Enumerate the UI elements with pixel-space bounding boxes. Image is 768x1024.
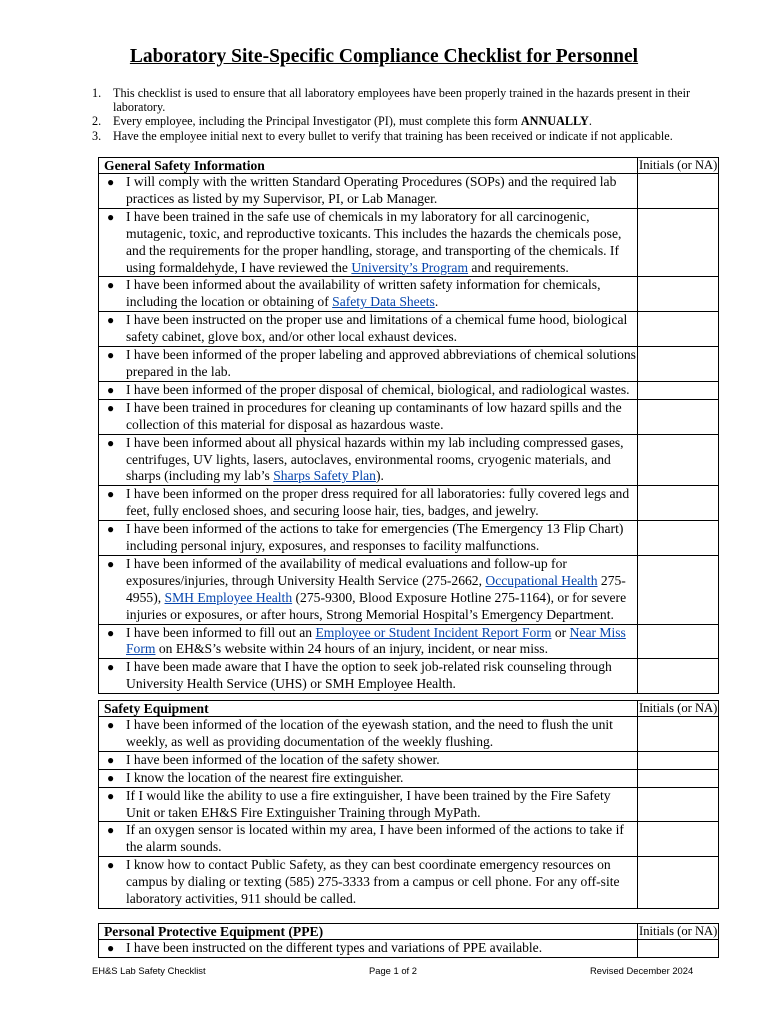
initials-column-header: Initials (or NA) — [639, 158, 718, 172]
item-text: I will comply with the written Standard Operating Procedures (SOPs) and the required lab practices as listed by my Supervisor, PI, or Lab Manager. — [126, 174, 617, 206]
item-text: . — [434, 294, 439, 310]
section-heading: Personal Protective Equipment (PPE) — [99, 924, 638, 940]
item-text: on EH&S’s website within 24 hours of an injury, incident, or near miss. — [155, 641, 549, 657]
link[interactable]: Near Miss Form — [126, 624, 626, 657]
section-heading: General Safety Information — [99, 158, 638, 174]
bullet-icon: ● — [107, 175, 115, 189]
link[interactable]: Safety Data Sheets — [332, 294, 435, 310]
footer-page-number: Page 1 of 2 — [369, 965, 417, 976]
ppe-table — [98, 923, 719, 958]
item-text: (275-9300, Blood Exposure Hotline 275-1164), or for severe injuries or exposures, or after hours, Strong Memorial Hospital’s Emergency Department. — [126, 589, 627, 622]
section-heading: Safety Equipment — [99, 701, 638, 717]
instruction-number: 1. — [92, 86, 102, 100]
initials-field[interactable] — [638, 555, 719, 624]
initials-field[interactable] — [638, 174, 719, 209]
checklist-item — [99, 521, 638, 556]
checklist-row — [99, 208, 719, 277]
item-text: ). — [375, 468, 384, 484]
item-text: I have been informed of the availability of medical evaluations and follow-up for exposures/injuries, through University Health Service (275-2662, — [126, 555, 567, 588]
instructions-list — [92, 86, 722, 143]
link[interactable]: Occupational Health — [485, 572, 598, 588]
item-text: I have been informed about all physical hazards within my lab including compressed gases, centrifuges, UV lights, lasers, autoclaves, environmental rooms, cryogenic materials, and sharps (including my lab’s — [126, 434, 624, 484]
instruction-item — [92, 86, 722, 114]
item-text: I have been informed of the location of the safety shower. — [126, 751, 440, 767]
item-text: and requirements. — [468, 259, 569, 275]
initials-field[interactable] — [638, 822, 719, 857]
bullet-icon: ● — [107, 858, 115, 873]
initials-field[interactable] — [638, 659, 719, 694]
checklist-item — [99, 434, 638, 486]
bullet-icon: ● — [107, 718, 115, 732]
item-text: I have been informed on the proper dress required for all laboratories: fully covered legs and feet, fully enclosed shoes, and securing loose hair, ties, badges, and jewelry. — [126, 486, 630, 519]
initials-field[interactable] — [638, 208, 719, 277]
item-text: If an oxygen sensor is located within my area, I have been informed of the actions to take if the alarm sounds. — [126, 822, 624, 855]
checklist-row — [99, 555, 719, 624]
checklist-item — [99, 381, 638, 399]
item-text: I know how to contact Public Safety, as they can best coordinate emergency resources on campus by dialing or texting (585) 275-3333 from a campus or cell phone. For any off-site laboratory activities, 911 should be called. — [126, 857, 620, 907]
checklist-row — [99, 624, 719, 659]
section-header-row — [99, 158, 719, 174]
checklist-row — [99, 347, 719, 382]
instruction-number: 3. — [92, 128, 102, 143]
initials-field[interactable] — [638, 434, 719, 486]
initials-field[interactable] — [638, 381, 719, 399]
checklist-row — [99, 659, 719, 694]
initials-field[interactable] — [638, 312, 719, 347]
initials-field[interactable] — [638, 521, 719, 556]
bullet-icon: ● — [107, 209, 115, 224]
initials-column-header: Initials (or NA) — [639, 701, 718, 715]
item-text: I have been made aware that I have the option to seek job-related risk counseling through University Health Service (UHS) or SMH Employee Health. — [126, 659, 612, 692]
checklist-item — [99, 717, 638, 752]
checklist-row — [99, 434, 719, 486]
item-text: I have been informed to fill out an — [126, 624, 316, 640]
bullet-icon: ● — [107, 770, 115, 785]
general-safety-table — [98, 157, 719, 694]
initials-field[interactable] — [638, 751, 719, 769]
checklist-row — [99, 822, 719, 857]
instruction-text-end: . — [588, 114, 592, 129]
bullet-icon: ● — [107, 660, 115, 675]
bullet-icon: ● — [107, 522, 115, 537]
checklist-item — [99, 347, 638, 382]
initials-field[interactable] — [638, 399, 719, 434]
checklist-item — [99, 769, 638, 787]
checklist-row — [99, 174, 719, 209]
link[interactable]: University’s Program — [351, 259, 469, 275]
bullet-icon: ● — [107, 435, 115, 450]
initials-field[interactable] — [638, 857, 719, 909]
bullet-icon: ● — [107, 278, 115, 293]
instruction-text: This checklist is used to ensure that all laboratory employees have been properly trained in the hazards present in their laboratory. — [113, 86, 691, 115]
safety-equipment-table — [98, 700, 719, 909]
checklist-item — [99, 208, 638, 277]
checklist-row — [99, 521, 719, 556]
bullet-icon: ● — [107, 556, 115, 571]
checklist-row — [99, 940, 719, 958]
checklist-item — [99, 659, 638, 694]
initials-field[interactable] — [638, 769, 719, 787]
footer-document-name: EH&S Lab Safety Checklist — [92, 965, 206, 976]
item-text: I have been informed of the actions to take for emergencies (The Emergency 13 Flip Chart) including personal injury, exposures, and responses to facility malfunctions. — [126, 521, 624, 554]
bullet-icon: ● — [107, 348, 115, 363]
instruction-item — [92, 129, 722, 143]
instruction-item — [92, 114, 722, 128]
checklist-item — [99, 312, 638, 347]
bullet-icon: ● — [107, 487, 115, 502]
footer-revision-date: Revised December 2024 — [590, 965, 694, 976]
page-title: Laboratory Site-Specific Compliance Checklist for Personnel — [129, 46, 639, 67]
checklist-item — [99, 277, 638, 312]
bullet-icon: ● — [107, 625, 115, 640]
checklist-row — [99, 717, 719, 752]
item-text: 275-4955), — [126, 572, 626, 605]
checklist-row — [99, 312, 719, 347]
link[interactable]: SMH Employee Health — [164, 589, 293, 605]
checklist-row — [99, 769, 719, 787]
checklist-item — [99, 624, 638, 659]
checklist-row — [99, 751, 719, 769]
bullet-icon: ● — [107, 752, 115, 767]
link[interactable]: Employee or Student Incident Report Form — [315, 624, 552, 640]
instruction-emphasis: ANNUALLY — [520, 114, 589, 129]
bullet-icon: ● — [107, 313, 115, 328]
checklist-item — [99, 857, 638, 909]
checklist-item — [99, 486, 638, 521]
checklist-item — [99, 822, 638, 857]
item-text: or — [551, 624, 570, 640]
instruction-text: Every employee, including the Principal Investigator (PI), must complete this form — [113, 114, 521, 129]
item-text: I have been informed of the location of the eyewash station, and the need to flush the unit weekly, as well as providing documentation of the weekly flushing. — [126, 717, 613, 749]
item-text: I have been trained in the safe use of chemicals in my laboratory for all carcinogenic, mutagenic, toxic, and reproductive toxicants. This includes the hazards the chemicals pose, and the requirements for the proper handling, storage, and transporting of the chemicals. If using formaldehyde, I have reviewed the — [126, 208, 622, 275]
initials-field[interactable] — [638, 624, 719, 659]
bullet-icon: ● — [107, 400, 115, 415]
checklist-item — [99, 787, 638, 822]
checklist-row — [99, 486, 719, 521]
bullet-icon: ● — [107, 941, 115, 955]
checklist-row — [99, 857, 719, 909]
checklist-item — [99, 940, 638, 958]
initials-field[interactable] — [638, 277, 719, 312]
initials-column-header: Initials (or NA) — [639, 924, 718, 938]
bullet-icon: ● — [107, 788, 115, 803]
section-header-row — [99, 924, 719, 940]
item-text: I have been trained in procedures for cleaning up contaminants of low hazard spills and the collection of this material for disposal as hazardous waste. — [126, 399, 622, 432]
bullet-icon: ● — [107, 823, 115, 838]
initials-field[interactable] — [638, 787, 719, 822]
checklist-item — [99, 399, 638, 434]
item-text: I have been instructed on the different types and variations of PPE available. — [126, 940, 543, 955]
item-text: I know the location of the nearest fire extinguisher. — [126, 769, 404, 785]
initials-field[interactable] — [638, 717, 719, 752]
item-text: I have been informed of the proper disposal of chemical, biological, and radiological wastes. — [126, 381, 630, 397]
item-text: I have been instructed on the proper use and limitations of a chemical fume hood, biological safety cabinet, glove box, and/or other local exhaust devices. — [126, 312, 628, 345]
initials-field[interactable] — [638, 486, 719, 521]
checklist-item — [99, 174, 638, 209]
initials-field[interactable] — [638, 940, 719, 958]
item-text: If I would like the ability to use a fire extinguisher, I have been trained by the Fire Safety Unit or taken EH&S Fire Extinguisher Training through MyPath. — [126, 787, 611, 820]
initials-field[interactable] — [638, 347, 719, 382]
checklist-item — [99, 751, 638, 769]
section-header-row — [99, 701, 719, 717]
instruction-number: 2. — [92, 114, 102, 129]
checklist-row — [99, 399, 719, 434]
checklist-item — [99, 555, 638, 624]
checklist-row — [99, 787, 719, 822]
instruction-text: Have the employee initial next to every bullet to verify that training has been received or indicate if not applicable. — [113, 128, 673, 143]
item-text: I have been informed about the availability of written safety information for chemicals, including the location or obtaining of — [126, 277, 601, 310]
link[interactable]: Sharps Safety Plan — [273, 468, 376, 484]
checklist-row — [99, 277, 719, 312]
bullet-icon: ● — [107, 382, 115, 397]
item-text: I have been informed of the proper labeling and approved abbreviations of chemical solutions prepared in the lab. — [126, 347, 636, 379]
checklist-row — [99, 381, 719, 399]
